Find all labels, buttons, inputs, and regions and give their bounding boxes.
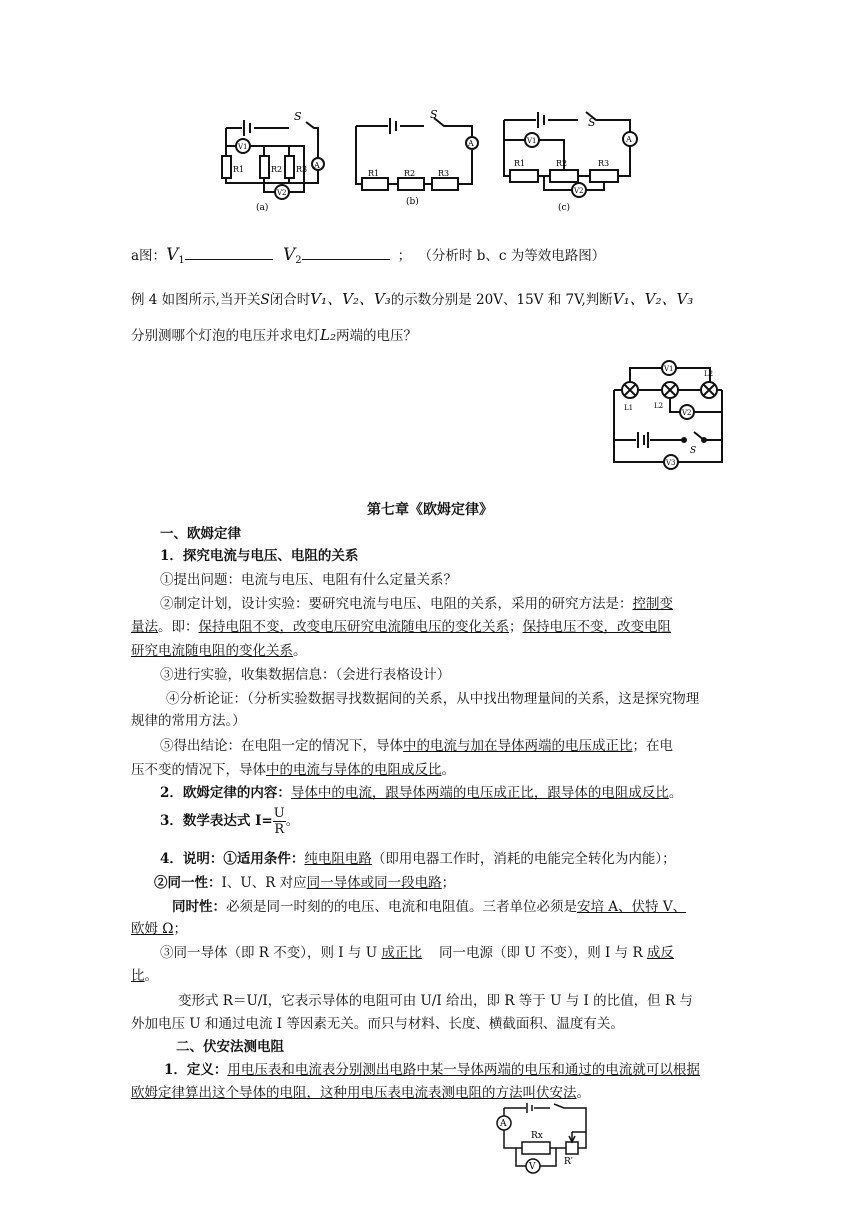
step-3: ③进行实验，收集数据信息：（会进行表格设计）: [160, 667, 451, 683]
item-2: 2．欧姆定律的内容：导体中的电流，跟导体两端的电压成正比，跟导体的电阻成反比。: [160, 785, 683, 801]
voltmeter-label: V: [529, 1162, 536, 1172]
a-prefix: a图：: [131, 248, 167, 264]
caption-c: (c): [558, 203, 571, 213]
v2-answer-blank[interactable]: [302, 245, 390, 260]
switch-label: S: [690, 446, 697, 456]
v1-label: V1: [238, 143, 248, 151]
v2-label: V2: [574, 187, 584, 195]
v1-answer-blank[interactable]: [185, 245, 273, 260]
step-5: ⑤得出结论：在电阻一定的情况下，导体中的电流与加在导体两端的电压成正比；在电: [160, 738, 673, 754]
ammeter-label: A: [626, 135, 632, 144]
r3-label: R3: [438, 169, 450, 178]
rx-label: Rx: [531, 1131, 543, 1141]
r1-label: R1: [514, 159, 526, 168]
ex4-text-1: 例 4 如图所示,当开关: [131, 292, 261, 308]
step-5-cont: 压不变的情况下，导体中的电流与导体的电阻成反比。: [131, 762, 455, 778]
ex4-text-3: 的示数分别是 20V、15V 和 7V,判断: [390, 292, 613, 308]
definition: 1．定义：用电压表和电流表分别测出电路中某一导体两端的电压和通过的电流就可以根据: [164, 1062, 700, 1078]
item-4-simultaneity: 同时性：必须是同一时刻的的电压、电流和电阻值。三者单位必须是安培 A、伏特 V、: [172, 899, 687, 915]
section-2-heading: 二、伏安法测电阻: [176, 1039, 284, 1055]
v2-label: V2: [682, 409, 692, 417]
v1-label: V1: [664, 365, 674, 373]
section-1-heading: 一、欧姆定律: [160, 526, 241, 542]
step-4-cont: 规律的常用方法。）: [131, 713, 246, 729]
ex4-text-2: 闭合时: [269, 292, 311, 308]
circuit-figure-a: [214, 108, 332, 216]
switch-label: S: [430, 108, 438, 121]
r3-label: R3: [296, 165, 308, 174]
step-2-cont: 量法。即：保持电阻不变，改变电压研究电流随电压的变化关系；保持电压不变，改变电阻: [131, 619, 671, 635]
step-2-cont2: 研究电流随电阻的变化关系。: [131, 643, 307, 659]
definition-cont: 欧姆定律算出这个导体的电阻，这种用电压表电流表测电阻的方法叫伏安法。: [131, 1085, 590, 1101]
variant-form-cont: 外加电压 U 和通过电流 I 等因素无关。而只与材料、长度、横截面积、温度有关。: [131, 1016, 624, 1032]
r3-label: R3: [598, 159, 610, 168]
r2-label: R2: [556, 159, 568, 168]
ex4-switch-s: S: [260, 292, 270, 308]
example-4-question: [131, 286, 693, 313]
ex4-meters-2: V₁、V₂、V₃: [612, 290, 694, 308]
switch-label: S: [588, 116, 596, 129]
circuit-figure-voltammetry: [494, 1102, 598, 1176]
ex4-l2: L₂: [320, 326, 336, 344]
v2-label: V2: [277, 189, 287, 197]
item-4: 4．说明：①适用条件：纯电阻电路（即用电器工作时，消耗的电能完全转化为内能）；: [160, 851, 676, 867]
ex4-text-4: 分别测哪个灯泡的电压并求电灯: [131, 328, 320, 344]
a-note: （分析时 b、c 为等效电路图）: [425, 248, 606, 264]
l2-label: L2: [654, 402, 664, 410]
caption-b: (b): [406, 197, 419, 207]
formula-fraction: $\frac{U}{R}$: [273, 806, 285, 837]
switch-label: S: [294, 110, 302, 123]
variant-form: 变形式 R＝U/I，它表示导体的电阻可由 U/I 给出，即 R 等于 U 与 I 的比值，但 R 与: [178, 993, 693, 1009]
ammeter-label: A: [468, 139, 474, 148]
r2-label: R2: [271, 165, 283, 174]
r1-label: R1: [233, 165, 245, 174]
v1-symbol: $V_1$: [166, 245, 185, 266]
item-4-proportion-cont: 比。: [131, 968, 158, 984]
v1-label: V1: [527, 137, 537, 145]
step-2: ②制定计划，设计实验：要研究电流与电压、电阻的关系，采用的研究方法是：控制变: [160, 596, 673, 612]
item-4-proportion: ③同一导体（即 R 不变），则 I 与 U 成正比 同一电源（即 U 不变），则 I 与 R 成反: [160, 945, 674, 961]
item-4-units: 欧姆 Ω；: [131, 921, 187, 937]
l3-label: L2: [704, 370, 714, 378]
chapter-title: 第七章《欧姆定律》: [367, 502, 493, 518]
ex4-text-5: 两端的电压？: [335, 328, 417, 344]
caption-a: (a): [256, 203, 269, 213]
step-1: ①提出问题：电流与电压、电阻有什么定量关系？: [160, 572, 457, 588]
separator: ；: [397, 248, 412, 264]
item-3: 3．数学表达式 I= $\frac{U}{R}$ 。: [160, 806, 300, 837]
step-4: ④分析论证：（分析实验数据寻找数据间的关系，从中找出物理量间的关系，这是探究物理: [166, 691, 700, 707]
item-1: 1．探究电流与电压、电阻的关系: [160, 548, 359, 564]
rprime-label: R′: [564, 1157, 573, 1167]
r1-label: R1: [368, 169, 380, 178]
circuit-figure-c: [498, 106, 640, 214]
circuit-figure-example4: [606, 356, 730, 476]
example-4-question-line2: [131, 322, 417, 349]
item-4-identity: ②同一性：I、U、R 对应同一导体或同一段电路；: [154, 875, 456, 891]
v2-symbol: $V_2$: [283, 245, 302, 266]
ammeter-label: A: [314, 161, 320, 170]
circuit-figure-b: [348, 108, 490, 208]
ammeter-label: A: [500, 1119, 507, 1129]
v3-label: V3: [666, 459, 676, 467]
ex4-meters: V₁、V₂、V₃: [310, 290, 391, 308]
a-figure-answer-line: [131, 242, 605, 274]
r2-label: R2: [404, 169, 416, 178]
l1-label: L1: [624, 404, 634, 412]
